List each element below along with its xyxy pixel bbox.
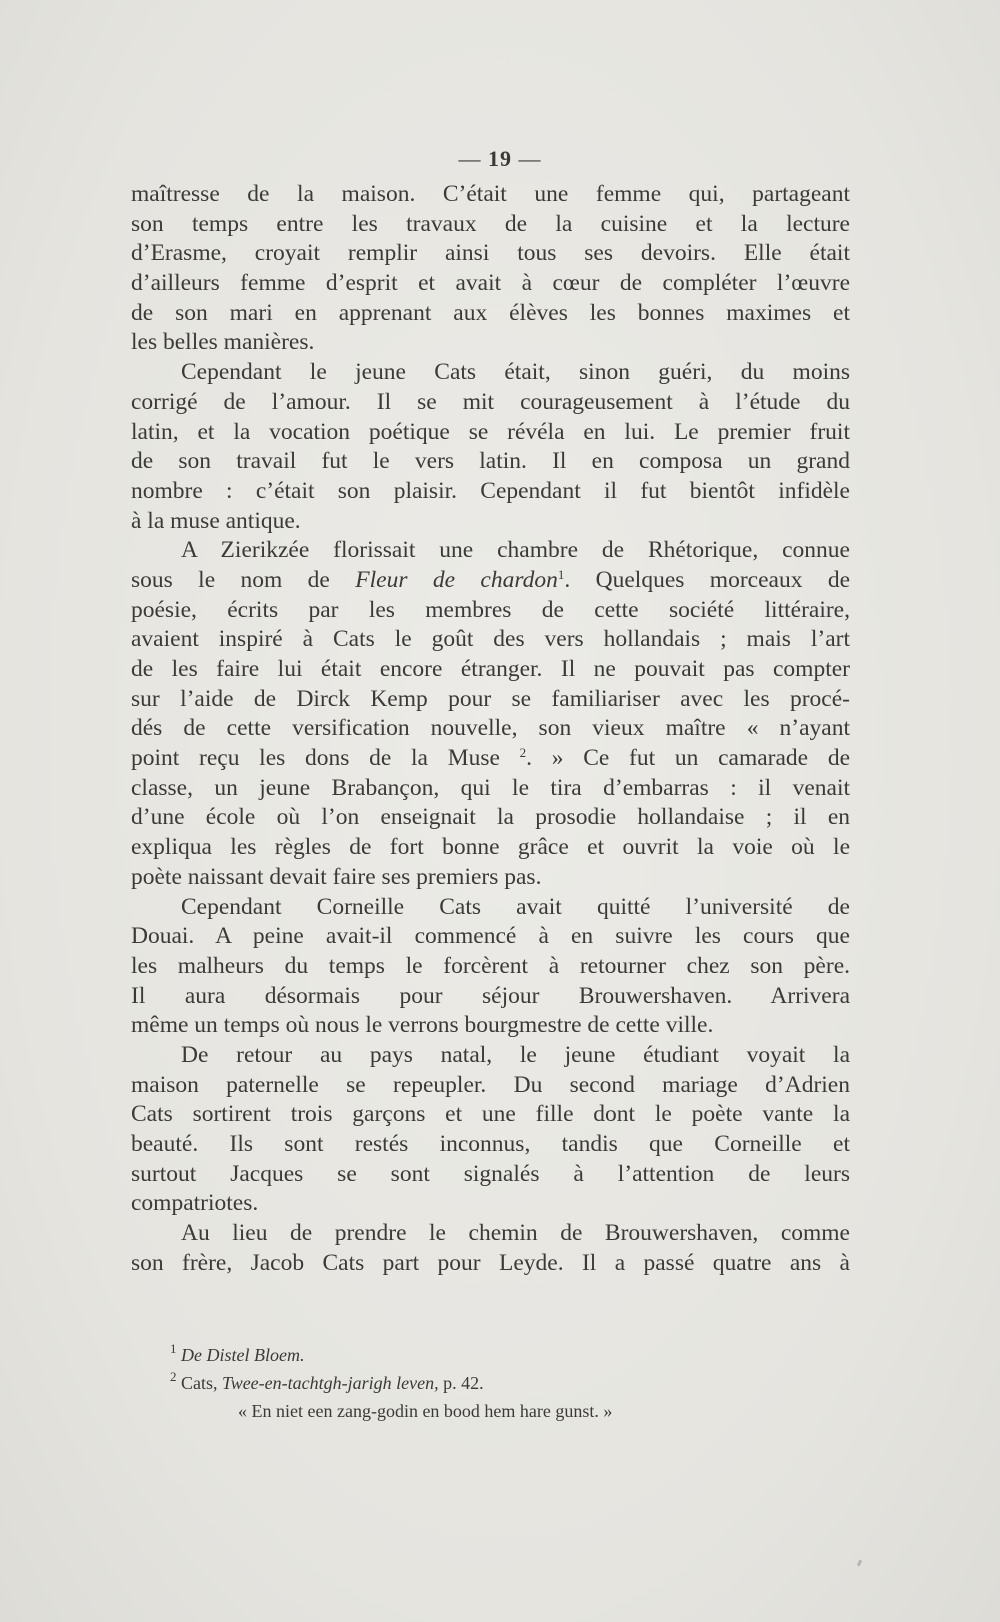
text-line: d’une école où l’on enseignait la prosodie hollandaise ; il en xyxy=(131,804,850,831)
text-line: même un temps où nous le verrons bourgmestre de cette ville. xyxy=(131,1012,714,1039)
text-line: De retour au pays natal, le jeune étudiant voyait la xyxy=(181,1041,850,1068)
text-line: corrigé de l’amour. Il se mit courageusement à l’étude du xyxy=(131,388,850,415)
footnote-italic: De Distel Bloem. xyxy=(181,1345,305,1365)
text-line: de les faire lui était encore étranger. Il ne pouvait pas compter xyxy=(131,656,850,682)
text-line: surtout Jacques se sont signalés à l’attention de leurs xyxy=(131,1160,850,1187)
text-line: maîtresse de la maison. C’était une femme qui, partageant xyxy=(131,181,850,207)
text-line: nombre : c’était son plaisir. Cependant il fut bientôt infidèle xyxy=(131,477,850,504)
footnotes xyxy=(170,1341,810,1425)
text-line xyxy=(131,566,850,596)
text-line: maison paternelle se repeupler. Du second mariage d’Adrien xyxy=(131,1071,850,1098)
text-line: Il aura désormais pour séjour Brouwershaven. Arrivera xyxy=(131,982,850,1009)
text-line: à la muse antique. xyxy=(131,507,301,534)
text-line: latin, et la vocation poétique se révéla en lui. Le premier fruit xyxy=(131,418,850,445)
text-line: A Zierikzée florissait une chambre de Rhétorique, connue xyxy=(181,537,850,564)
text-line: d’ailleurs femme d’esprit et avait à cœur de compléter l’œuvre xyxy=(131,270,850,297)
page-number-dash-right: — xyxy=(512,146,542,171)
footnote-text: p. 42. xyxy=(438,1373,484,1393)
page-number-dash-left: — xyxy=(458,146,488,171)
text-line: beauté. Ils sont restés inconnus, tandis que Corneille et xyxy=(131,1131,850,1157)
text-line: classe, un jeune Brabançon, qui le tira d’embarras : il venait xyxy=(131,774,850,801)
footnote-text: « En niet een zang-godin en bood hem hare gunst. » xyxy=(238,1401,613,1421)
text-line: les malheurs du temps le forcèrent à retourner chez son père. xyxy=(131,952,850,979)
text-line: Au lieu de prendre le chemin de Brouwershaven, comme xyxy=(181,1220,850,1247)
italic-title: Fleur de chardon xyxy=(355,566,558,593)
body-text xyxy=(131,180,850,1278)
text-line: d’Erasme, croyait remplir ainsi tous ses devoirs. Elle était xyxy=(131,240,850,267)
footnote-ref-1: 1 xyxy=(557,566,565,582)
footnote-text: Cats, xyxy=(176,1373,223,1393)
footnote-mark: 2 xyxy=(170,1369,177,1384)
text-span: sous le nom de xyxy=(131,566,356,593)
paper-speck xyxy=(857,1560,862,1567)
footnote-1 xyxy=(170,1341,810,1369)
text-line: les belles manières. xyxy=(131,329,315,356)
footnote-italic: Twee-en-tachtgh-jarigh leven, xyxy=(222,1373,439,1393)
page-number xyxy=(0,146,1000,172)
text-line: Cependant le jeune Cats était, sinon guéri, du moins xyxy=(181,359,850,386)
text-line: de son travail fut le vers latin. Il en composa un grand xyxy=(131,448,850,475)
footnote-ref-2: 2 xyxy=(519,745,527,761)
text-line: dés de cette versification nouvelle, son vieux maître « n’ayant xyxy=(131,715,850,742)
text-span: . Quelques morceaux de xyxy=(564,566,851,593)
text-line: Cependant Corneille Cats avait quitté l’université de xyxy=(181,893,850,920)
text-line: de son mari en apprenant aux élèves les bonnes maximes et xyxy=(131,299,850,326)
page-number-value: 19 xyxy=(488,146,512,171)
text-line: sur l’aide de Dirck Kemp pour se familiariser avec les procé- xyxy=(131,685,850,712)
footnote-2-quote xyxy=(170,1397,810,1425)
text-line: compatriotes. xyxy=(131,1190,259,1217)
text-line: poète naissant devait faire ses premiers pas. xyxy=(131,863,542,890)
text-line xyxy=(131,744,850,774)
text-span: . » Ce fut un camarade de xyxy=(526,745,850,772)
footnote-mark: 1 xyxy=(170,1341,177,1356)
text-line: son frère, Jacob Cats part pour Leyde. Il a passé quatre ans à xyxy=(131,1249,850,1276)
text-span: point reçu les dons de la Muse xyxy=(131,745,520,772)
text-line: Douai. A peine avait-il commencé à en suivre les cours que xyxy=(131,923,850,950)
text-line: avaient inspiré à Cats le goût des vers hollandais ; mais l’art xyxy=(131,626,850,653)
text-line: son temps entre les travaux de la cuisine et la lecture xyxy=(131,210,850,237)
text-line: expliqua les règles de fort bonne grâce et ouvrit la voie où le xyxy=(131,834,850,861)
text-line: Cats sortirent trois garçons et une fille dont le poète vante la xyxy=(131,1101,850,1128)
text-line: poésie, écrits par les membres de cette société littéraire, xyxy=(131,596,850,623)
footnote-2 xyxy=(170,1369,810,1397)
